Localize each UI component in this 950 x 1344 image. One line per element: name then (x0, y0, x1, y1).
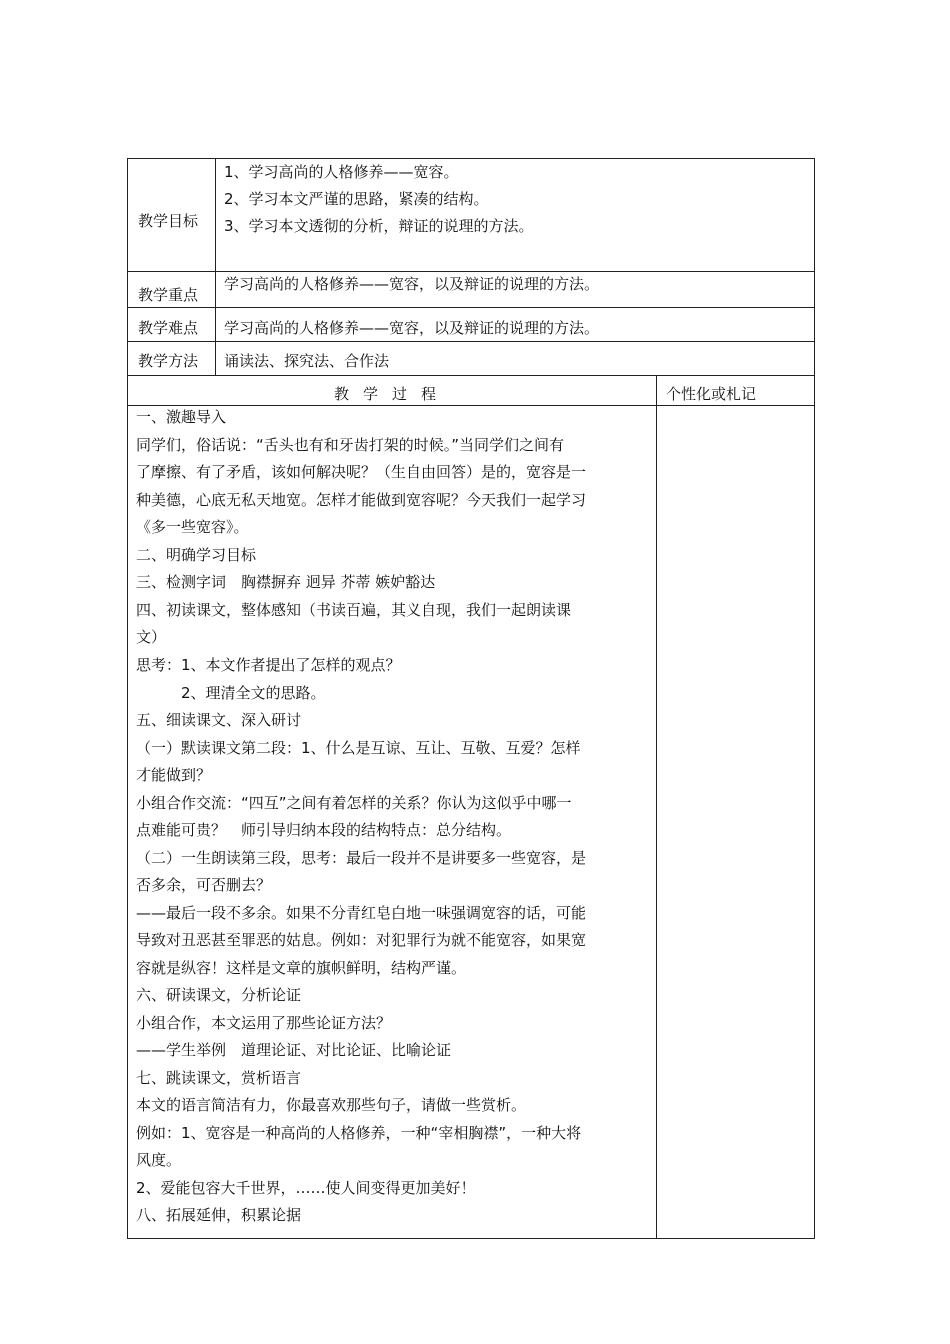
process-line: 导致对丑恶甚至罪恶的姑息。例如：对犯罪行为就不能宽容，如果宽 (136, 931, 587, 949)
difficulties-row (128, 308, 814, 342)
process-line: 风度。 (136, 1151, 182, 1169)
process-line: （二）一生朗读第三段，思考：最后一段并不是讲要多一些宽容，是 (136, 849, 587, 867)
objective-item-1: 1、学习高尚的人格修养——宽容。 (224, 163, 459, 181)
process-line: 文） (136, 628, 167, 646)
objectives-row (128, 159, 814, 272)
process-line: 例如：1、宽容是一种高尚的人格修养，一种“宰相胸襟”，一种大将 (136, 1124, 582, 1142)
process-line: 种美德，心底无私天地宽。怎样才能做到宽容呢？今天我们一起学习 (136, 491, 587, 509)
key-points-label: 教学重点 (138, 286, 199, 304)
lesson-plan-table (127, 158, 815, 1239)
methods-label: 教学方法 (138, 352, 199, 370)
objective-item-2: 2、学习本文严谨的思路，紧凑的结构。 (224, 190, 489, 208)
objectives-label: 教学目标 (138, 212, 199, 230)
process-line: 三、检测字词 胸襟摒弃 迥异 芥蒂 嫉妒豁达 (136, 573, 436, 591)
process-line: 思考：1、本文作者提出了怎样的观点？ (136, 656, 401, 674)
process-line: 了摩擦、有了矛盾，该如何解决呢？（生自由回答）是的，宽容是一 (136, 463, 587, 481)
process-line: 二、明确学习目标 (136, 546, 257, 564)
methods-content (224, 342, 806, 375)
column-divider (656, 376, 657, 1238)
process-line: 点难能可贵？ 师引导归纳本段的结构特点：总分结构。 (136, 821, 512, 839)
process-header-row (128, 376, 814, 406)
objective-item-3: 3、学习本文透彻的分析，辩证的说理的方法。 (224, 217, 534, 235)
process-line: 才能做到？ (136, 766, 212, 784)
objectives-content (224, 159, 806, 271)
methods-label-cell (128, 342, 216, 375)
process-line: 四、初读课文，整体感知（书读百遍，其义自现，我们一起朗读课 (136, 601, 572, 619)
process-line: 容就是纵容！这样是文章的旗帜鲜明，结构严谨。 (136, 959, 467, 977)
process-line: 本文的语言简洁有力，你最喜欢那些句子，请做一些赏析。 (136, 1096, 527, 1114)
difficulties-label-cell (128, 308, 216, 341)
objectives-label-cell (128, 159, 216, 271)
process-line: 八、拓展延伸，积累论据 (136, 1206, 302, 1224)
difficulties-text: 学习高尚的人格修养——宽容，以及辩证的说理的方法。 (224, 319, 600, 337)
process-line: 小组合作，本文运用了那些论证方法？ (136, 1014, 392, 1032)
difficulties-label: 教学难点 (138, 319, 199, 337)
process-line: 小组合作交流：“四互”之间有着怎样的关系？你认为这似乎中哪一 (136, 794, 572, 812)
methods-row (128, 342, 814, 376)
process-line: 2、理清全文的思路。 (136, 684, 326, 702)
key-points-row (128, 272, 814, 308)
process-line: ——学生举例 道理论证、对比论证、比喻论证 (136, 1041, 452, 1059)
process-line: 同学们，俗话说：“舌头也有和牙齿打架的时候。”当同学们之间有 (136, 436, 565, 454)
process-line: 五、细读课文、深入研讨 (136, 711, 302, 729)
process-title: 教学过程 (333, 385, 450, 403)
key-points-content (224, 272, 806, 307)
key-points-label-cell (128, 272, 216, 307)
methods-text: 诵读法、探究法、合作法 (224, 352, 390, 370)
key-points-text: 学习高尚的人格修养——宽容，以及辩证的说理的方法。 (224, 275, 600, 293)
notes-column-header: 个性化或札记 (666, 385, 757, 403)
process-line: （一）默读课文第二段：1、什么是互谅、互让、互敬、互爱？怎样 (136, 739, 581, 757)
process-line: 2、爱能包容大千世界，……使人间变得更加美好！ (136, 1179, 476, 1197)
process-line: 六、研读课文，分析论证 (136, 986, 302, 1004)
process-line: ——最后一段不多余。如果不分青红皂白地一味强调宽容的话，可能 (136, 904, 587, 922)
process-line: 一、激趣导入 (136, 408, 227, 426)
process-line: 《多一些宽容》。 (136, 518, 249, 536)
process-line: 否多余，可否删去？ (136, 876, 272, 894)
process-line: 七、跳读课文，赏析语言 (136, 1069, 302, 1087)
difficulties-content (224, 308, 806, 341)
